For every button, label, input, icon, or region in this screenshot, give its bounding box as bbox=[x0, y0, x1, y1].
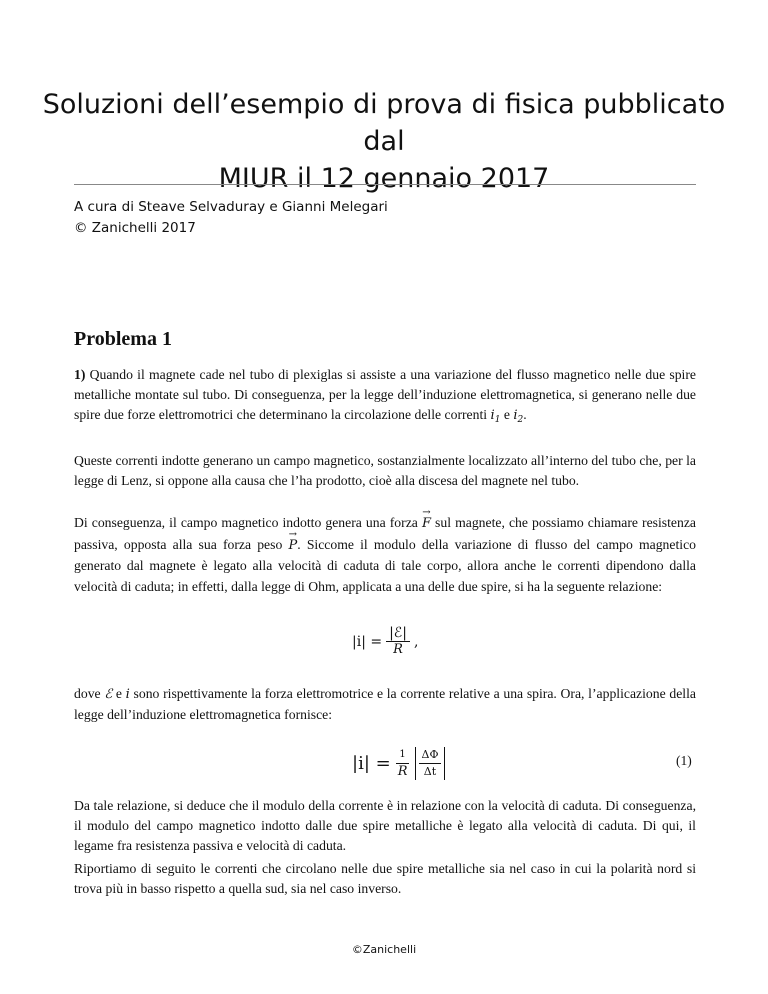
paragraph-6: Riportiamo di seguito le correnti che circolano nelle due spire metalliche sia nel caso in cui la polarità nord si trova più in basso rispetto a quella sud, sia nel caso inverso. bbox=[74, 861, 696, 896]
eq2-lhs: |i| = bbox=[352, 753, 391, 774]
eq2-one: 1 bbox=[396, 747, 408, 764]
section-heading: Problema 1 bbox=[74, 328, 172, 350]
title-line-1: Soluzioni dell’esempio di prova di fisica pubblicato dal bbox=[42, 89, 726, 157]
eq1-tail: , bbox=[414, 633, 419, 650]
eq1-fraction bbox=[386, 625, 410, 658]
eq1-denominator: R bbox=[393, 642, 403, 657]
paragraph-4 bbox=[74, 684, 696, 725]
equation-number: (1) bbox=[676, 753, 692, 768]
p4-text-b: e bbox=[112, 686, 126, 701]
p4-text-c: sono rispettivamente la forza elettromotrice e la corrente relative a una spira. Ora, l’applicazione della legge dell’induzione elettromagnetica fornisce: bbox=[74, 686, 696, 722]
paragraph-1 bbox=[74, 365, 696, 430]
paragraph-2: Queste correnti indotte generano un campo magnetico, sostanzialmente localizzato all’interno del tubo che, per la legge di Lenz, si oppone alla causa che l’ha prodotto, cioè alla discesa del magnete nel tubo. bbox=[74, 453, 696, 488]
equation-faraday bbox=[352, 747, 445, 780]
force-F-vector: → F bbox=[422, 514, 431, 535]
current-symbol: i bbox=[125, 687, 130, 702]
copyright: © Zanichelli 2017 bbox=[74, 220, 196, 236]
eq2-R: R bbox=[397, 764, 408, 779]
eq2-numerator: ΔΦ bbox=[419, 747, 442, 764]
p3-text-a: Di conseguenza, il campo magnetico indotto genera una forza bbox=[74, 515, 422, 530]
paragraph-5: Da tale relazione, si deduce che il modulo della corrente è in relazione con la velocità di caduta. Di conseguenza, il modulo del campo magnetico indotto dalle due spire metalliche è legato alla velocità di caduta. Di qui, il legame fra resistenza passiva e velocità di caduta. bbox=[74, 798, 696, 853]
current-i1: $i_1$ bbox=[490, 408, 501, 425]
p4-text-a: dove bbox=[74, 686, 105, 701]
title-line-2: MIUR il 12 gennaio 2017 bbox=[218, 163, 550, 194]
weight-P-vector: → P bbox=[288, 536, 297, 557]
emf-symbol: ℰ bbox=[104, 687, 113, 702]
eq1-numerator: |ℰ| bbox=[386, 625, 410, 642]
eq1-lhs: |i| = bbox=[352, 633, 383, 650]
item-label: 1) bbox=[74, 367, 86, 382]
authors: A cura di Steave Selvaduray e Gianni Melegari bbox=[74, 199, 388, 215]
authors-block bbox=[74, 197, 388, 239]
paragraph-3 bbox=[74, 513, 696, 597]
header-divider bbox=[74, 184, 696, 185]
document-title bbox=[40, 86, 728, 197]
eq2-flux-fraction bbox=[419, 747, 442, 780]
p3-text-c: . Siccome il modulo della variazione di flusso del campo magnetico generato dal magnete è legato alla velocità di caduta di tale corpo, allora anche le correnti dipendono dalla velocità di caduta; in effetti, dalla legge di Ohm, applicata a una delle due spire, si ha la seguente relazione: bbox=[74, 536, 696, 594]
eq2-denominator: Δt bbox=[423, 765, 437, 778]
eq2-abs bbox=[415, 747, 446, 780]
p1-and: e bbox=[500, 407, 514, 422]
p3-text-b: sul magnete, che possiamo chiamare resistenza passiva, opposta alla sua forza peso bbox=[74, 515, 696, 552]
p1-end: . bbox=[523, 407, 527, 422]
current-i2: $i_2$ bbox=[513, 408, 524, 425]
equation-ohm bbox=[352, 625, 418, 658]
page-footer: ©Zanichelli bbox=[351, 943, 417, 956]
eq2-coefficient bbox=[395, 747, 411, 780]
p1-text: Quando il magnete cade nel tubo di plexiglas si assiste a una variazione del flusso magnetico nelle due spire metalliche montate sul tubo. Di conseguenza, per la legge dell’induzione elettromagnetica, si generano nelle due spire due forze elettromotrici che determinano la circolazione delle correnti bbox=[74, 367, 696, 422]
